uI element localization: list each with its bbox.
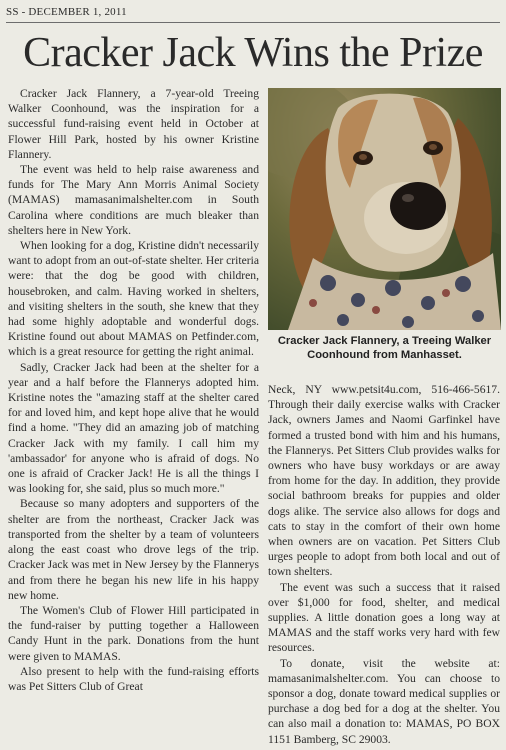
paragraph: Neck, NY www.petsit4u.com, 516-466-5617. Through their daily exercise walks with Cracker Jack, owners James and Naomi Garfinkel have formed a trusted bond with him and his humans, the Flannerys. Pet Sitters Club provides walks for owners who have busy workdays or are away from home for the day. In addition, they provide social bathroom breaks for puppies and older dogs alike. The service also allows for dogs and cats to stay in the comfort of their own home when owners are on vacation. Pet Sitters Club urges people to adopt from both local and out of town shelters. xyxy=(268,383,500,579)
paragraph: Because so many adopters and supporters of the shelter are from the northeast, Cracker Jack was transported from the shelter by a team of volunteers along the east coast who drove legs of the trip. Cracker Jack was met in New Jersey by the Flannerys and from there he began his new life in his happy new home. xyxy=(8,497,259,602)
page-folio: SS - DECEMBER 1, 2011 xyxy=(6,2,500,23)
paragraph: When looking for a dog, Kristine didn't necessarily want to adopt from an out-of-state shelter. Her criteria were: that the dog be good with children, housebroken, and calm. Having worked in shelters, and visiting shelters in the south, she knew that they had some highly adoptable and wonderful dogs. Kristine found out about MAMAS on Petfinder.com, which is a great resource for getting the right animal. xyxy=(8,239,259,359)
article-column-right xyxy=(268,382,500,750)
paragraph: Also present to help with the fund-raising efforts was Pet Sitters Club of Great xyxy=(8,664,259,693)
coonhound-illustration xyxy=(268,88,501,330)
paragraph: Sadly, Cracker Jack had been at the shelter for a year and a half before the Flannerys adopted him. Kristine notes the "amazing staff at the shelter cared for and loved him, and kept hope alive that he would find a home. "They did an amazing job of matching Cracker Jack with my family. I call him my 'ambassador' for anyone who is afraid of dogs. No one is afraid of Cracker Jack! He is all the things I was looking for, she said, plus so much more." xyxy=(8,360,259,496)
paragraph: To donate, visit the website at: mamasanimalshelter.com. You can choose to sponsor a dog, donate toward medical supplies or purchase a dog bed for a dog at the shelter. You can also mail a donation to: MAMAS, PO BOX 1151 Bamberg, SC 29003. xyxy=(268,656,500,746)
article-column-left xyxy=(8,86,259,750)
photo-caption: Cracker Jack Flannery, a Treeing Walker Coonhound from Manhasset. xyxy=(277,335,492,361)
paragraph: The Women's Club of Flower Hill participated in the fund-raiser by putting together a Halloween Candy Hunt in the park. Donations from the hunt were given to MAMAS. xyxy=(8,603,259,663)
headline: Cracker Jack Wins the Prize xyxy=(23,30,483,76)
paragraph: Cracker Jack Flannery, a 7-year-old Treeing Walker Coonhound, was the inspiration for a successful fund-raising event held in October at Flower Hill Park, hosted by his owner Kristine Flannery. xyxy=(8,87,259,161)
paragraph: The event was such a success that it raised over $1,000 for food, shelter, and medical supplies. A little donation goes a long way at MAMAS and the staff works very hard with few resources. xyxy=(268,580,500,655)
paragraph: The event was held to help raise awareness and funds for The Mary Ann Morris Animal Society (MAMAS) mamasanimalshelter.com in South Carolina where conditions are much bleaker than shelters here in New York. xyxy=(8,163,259,237)
dog-photo xyxy=(268,88,501,330)
